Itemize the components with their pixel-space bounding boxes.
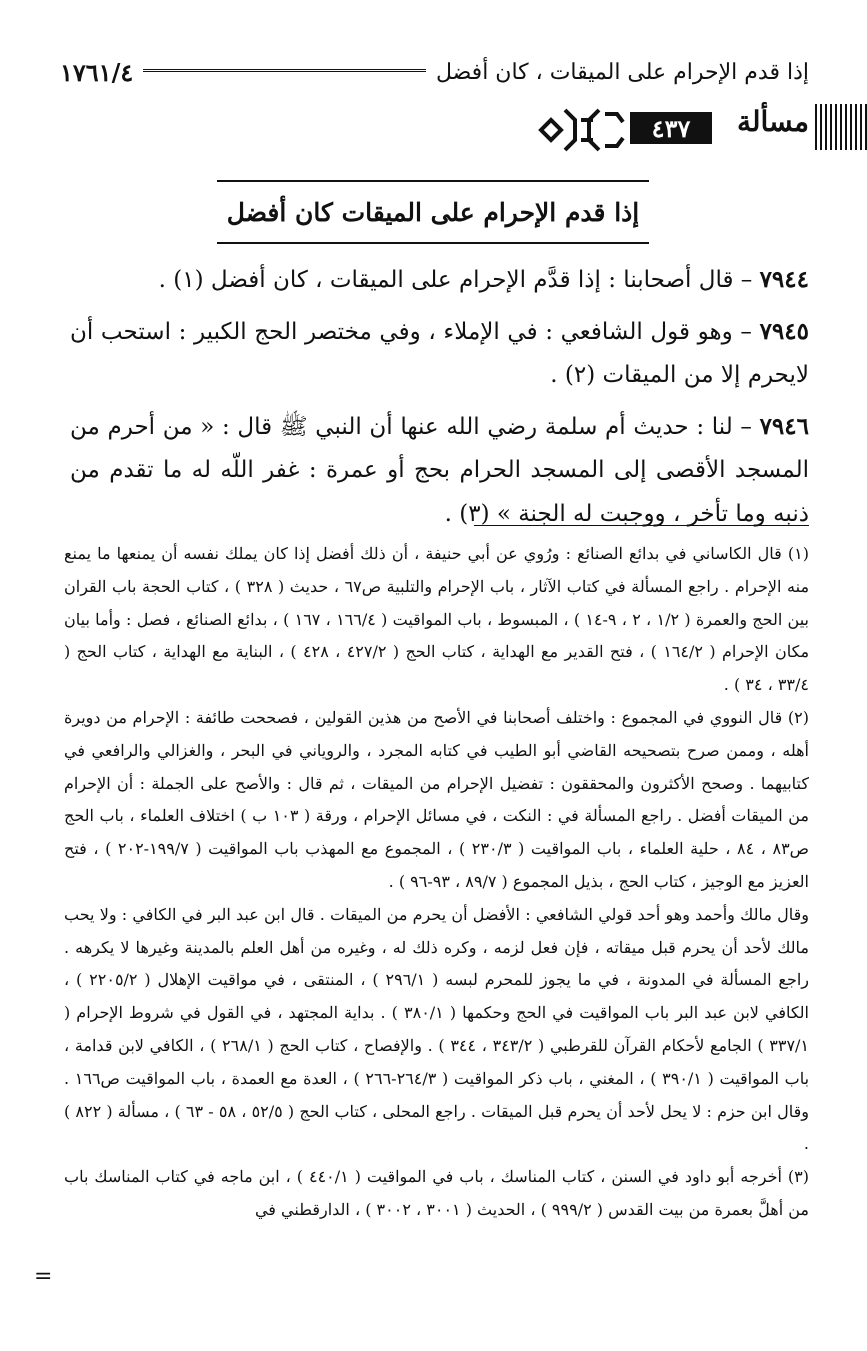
main-text: [70, 258, 809, 543]
footnote: وقال مالك وأحمد وهو أحد قولي الشافعي : الأفضل أن يحرم من الميقات . قال ابن عبد البر في الكافي : ولا يحب مالك لأحد أن يحرم قبل ميقاته ، فإن فعل لزمه ، وكره ذلك له ، وغيره من أهل العلم بالمدينة وغيرها لا يكرهه . راجع المسألة في المدونة ، في ما يجوز للمحرم لبسه ( ٢٩٦/١ ) ، المنتقى ، في مواقيت الإهلال ( ٢٢٠٥/٢ ) ، الكافي لابن عبد البر باب المواقيت في الحج وحكمها ( ٣٨٠/١ ) . بداية المجتهد ، في القول في شروط الإحرام ( ٣٣٧/١ ) الجامع لأحكام القرآن للقرطبي ( ٣٤٣/٢ ، ٣٤٤ ) . والإفصاح ، كتاب الحج ( ٢٦٨/١ ) ، الكافي لابن قدامة ، باب المواقيت ( ٣٩٠/١ ) ، المغني ، باب ذكر المواقيت ( ٢٦٤/٣-٢٦٦ ) ، العدة مع العمدة ، باب المواقيت ص١٦٦ . وقال ابن حزم : لا يحل لأحد أن يحرم قبل الميقات . راجع المحلى ، كتاب الحج ( ٥٢/٥ ، ٥٨ - ٦٣ ) ، مسألة ( ٨٢٢ ) .: [64, 904, 810, 1154]
footnote-separator: [474, 525, 809, 526]
section-title-box: [217, 180, 649, 244]
masala-banner: [535, 100, 867, 155]
paragraph: [70, 310, 809, 398]
paragraph: [70, 258, 809, 303]
footnotes: [64, 538, 809, 1227]
paragraph: [70, 405, 809, 537]
continuation-mark: =: [34, 1264, 53, 1289]
paragraph-number: ٧٩٤٦: [759, 412, 809, 440]
section-title: إذا قدم الإحرام على الميقات كان أفضل: [226, 197, 640, 227]
running-header: [60, 52, 809, 92]
footnote: (٣) أخرجه أبو داود في السنن ، كتاب المناسك ، باب في المواقيت ( ٤٤٠/١ ) ، ابن ماجه في كتاب المناسك باب من أهلَّ بعمرة من بيت القدس ( ٩٩٩/٢ ) ، الحديث ( ٣٠٠١ ، ٣٠٠٢ ) ، الدارقطني في: [64, 1167, 809, 1219]
paragraph-number: ٧٩٤٤: [759, 266, 809, 293]
masala-label: مسألة: [736, 105, 809, 138]
paragraph-text: – وهو قول الشافعي : في الإملاء ، وفي مختصر الحج الكبير : استحب أن لايحرم إلا من الميقات (٢) .: [70, 318, 809, 388]
running-title: إذا قدم الإحرام على الميقات ، كان أفضل: [435, 59, 809, 85]
footnote: (١) قال الكاساني في بدائع الصنائع : ورُوي عن أبي حنيفة ، أن ذلك أفضل إذا كان يملك نفسه أن يمنعها ما يمنع منه الإحرام . راجع المسألة في كتاب الآثار ، باب الإحرام والتلبية ص٦٧ ، حديث ( ٣٢٨ ) ، كتاب الحجة باب القران بين الحج والعمرة ( ١/٢ ، ٢ ، ٩-١٤ ) ، المبسوط ، باب المواقيت ( ١٦٦/٤ ، ١٦٧ ) ، بدائع الصنائع ، فصل : وأما بيان مكان الإحرام ( ١٦٤/٢ ) ، فتح القدير مع الهداية ، كتاب الحج ( ٤٢٧/٢ ، ٤٢٨ ) ، البناية مع الهداية ، كتاب الحج ( ٣٣/٤ ، ٣٤ ) .: [64, 544, 810, 695]
decorative-bars: [815, 104, 867, 150]
paragraph-text: – قال أصحابنا : إذا قدَّم الإحرام على الميقات ، كان أفضل (١) .: [158, 267, 760, 293]
header-rule: [143, 69, 426, 75]
paragraph-number: ٧٩٤٥: [759, 317, 809, 345]
ornament-icon: [535, 100, 627, 155]
footnote: (٢) قال النووي في المجموع : واختلف أصحابنا في الأصح من هذين القولين ، فصححت طائفة : الإحرام من دويرة أهله ، وممن صرح بتصحيحه القاضي أبو الطيب في كتابه المجرد ، والروياني في البحر ، والغزالي والرافعي في كتابيهما . وصحح الأكثرون والمحققون : تفضيل الإحرام من الميقات ، ثم قال : والأصح على الجملة : أن الإحرام من الميقات أفضل . راجع المسألة في : النكت ، في مسائل الإحرام ، ورقة ( ١٠٣ ب ) اختلاف العلماء ، باب الحج ص٨٣ ، ٨٤ ، حلية العلماء ، باب المواقيت ( ٢٣٠/٣ ) ، المجموع مع المهذب باب المواقيت ( ١٩٩/٧-٢٠٢ ) ، فتح العزيز مع الوجيز ، كتاب الحج ، بذيل المجموع ( ٨٩/٧ ، ٩٣-٩٦ ) .: [64, 707, 810, 891]
page-reference: ١٧٦١/٤: [60, 57, 134, 87]
masala-number: ٤٣٧: [630, 112, 712, 144]
paragraph-text: – لنا : حديث أم سلمة رضي الله عنها أن النبي ﷺ قال : « من أحرم من المسجد الأقصى إلى المسجد الحرام بحج أو عمرة : غفر اللّه له ما تقدم من ذنبه وما تأخر ، ووجبت له الجنة » (٣) .: [70, 413, 809, 527]
